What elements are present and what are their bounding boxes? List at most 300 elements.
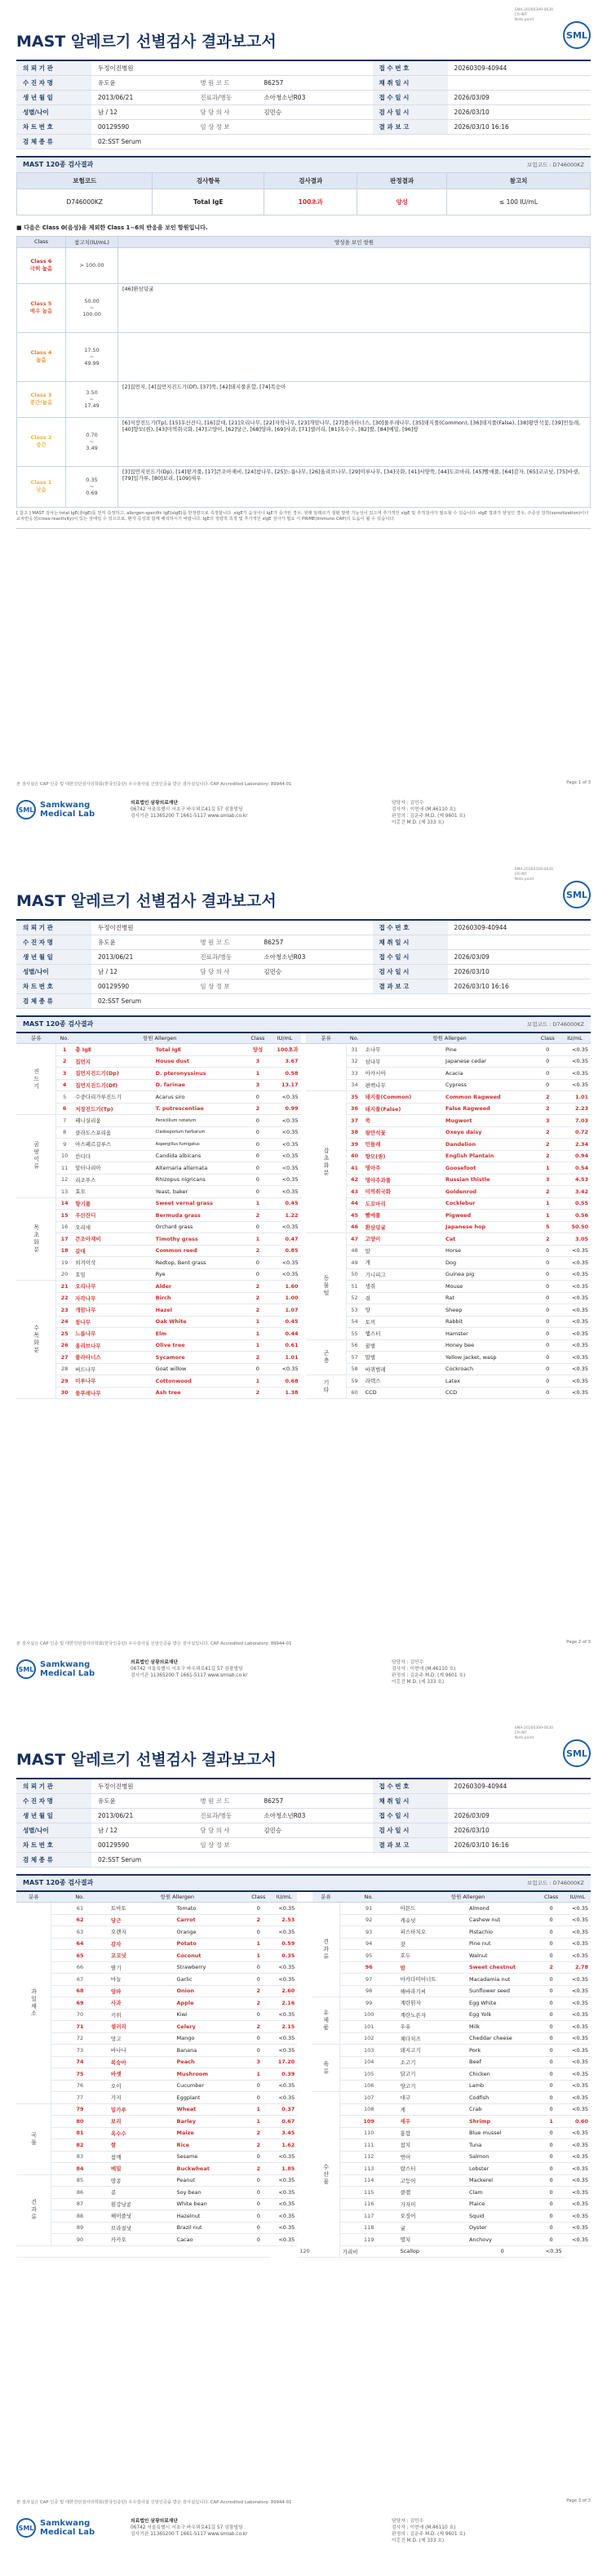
info-cell: 검 사 일 시 <box>373 964 448 979</box>
summary-cell: D746000KZ <box>17 189 153 215</box>
allergen-value: <0.35 <box>559 1281 591 1293</box>
lab-name <box>40 1660 95 1678</box>
allergen-no: 75 <box>51 2068 109 2081</box>
allergen-en: Birch <box>153 1292 246 1304</box>
allergen-class: 2 <box>537 1233 559 1246</box>
allergen-value: <0.35 <box>565 2045 591 2057</box>
allergen-group: 잡초화분 <box>306 1091 346 1233</box>
allergen-class: 2 <box>246 1387 268 1399</box>
allergen-en: Acarus siro <box>153 1091 246 1104</box>
info-cell: 남 / 12 <box>91 1823 193 1837</box>
allergen-value: <0.35 <box>559 1268 591 1281</box>
info-cell: 검 사 일 시 <box>373 1823 448 1837</box>
allergen-kr: 연어 <box>398 2151 467 2163</box>
allergen-en: Lobster <box>467 2163 538 2175</box>
allergen-class: 0 <box>537 1387 559 1399</box>
col-value: IU/mL <box>559 1033 591 1044</box>
allergen-no: 51 <box>346 1281 363 1293</box>
allergen-en: Scallop <box>398 2245 467 2258</box>
allergen-no: 106 <box>339 2080 397 2092</box>
col-sep <box>297 1985 312 1997</box>
allergen-kr: 아스페르길루스 <box>73 1139 153 1151</box>
info-cell: 임 상 정 보 <box>193 1837 257 1852</box>
allergen-en <box>109 2245 175 2258</box>
allergen-no: 80 <box>51 2116 109 2128</box>
col-group: 분류 <box>16 1891 51 1903</box>
allergen-class: 1 <box>246 1375 268 1388</box>
info-cell: 00129590 <box>91 979 193 993</box>
allergen-no: 52 <box>346 1292 363 1304</box>
corner-line: SMA-20260309-0630 <box>514 1726 553 1730</box>
col-sep <box>297 2151 312 2163</box>
allergen-en: House dust <box>153 1055 246 1068</box>
result-row <box>16 1186 591 1198</box>
allergen-class: 0 <box>538 2092 564 2104</box>
col-sep <box>301 1126 307 1139</box>
allergen-class: 5 <box>537 1221 559 1233</box>
class-header-cell: 양성을 보인 항원 <box>118 236 591 247</box>
allergen-value: <0.35 <box>565 2103 591 2116</box>
allergen-no: 93 <box>339 1926 397 1939</box>
col-sep <box>301 1197 307 1210</box>
class-name: Class 5 <box>30 300 52 307</box>
allergen-en: Hamster <box>443 1328 536 1340</box>
allergen-class: 1 <box>246 1328 268 1340</box>
signature-line: 이홍건 M.D. (제 333 호) <box>392 2538 445 2543</box>
allergen-kr: 피스타치오 <box>398 1926 467 1939</box>
allergen-en: Clam <box>467 2187 538 2199</box>
allergen-value: <0.35 <box>565 2092 591 2104</box>
info-cell: 접 수 일 시 <box>373 90 448 104</box>
allergen-no: 7 <box>56 1115 73 1127</box>
allergen-en: Mouse <box>443 1281 536 1293</box>
class-allergens: [6]저장진드기(Tp), [15]우산잔디, [16]갈대, [21]오리나무, [22]자작나무, [23]개암나무, [27]플라타너스, [30]물푸레나무, [35]돼지풀(Common), [36]돼지풀(False), [38]왕만석꽃, [39]민들레, [40]향모(퀀), [43]미역취국화, [47]고양이, [62]당근, [68]양파, [69]사과, [71]셀러리, [81]옥수수, [82]쌀, [84]메밀, [96]땅 <box>118 417 591 466</box>
col-no: No. <box>339 1891 397 1903</box>
info-cell: 2026/03/09 <box>448 949 591 964</box>
allergen-en: Russian thistle <box>443 1174 536 1186</box>
corner-line: Note.point <box>514 18 534 22</box>
allergen-kr: 멸치 <box>398 2234 467 2246</box>
allergen-no: 43 <box>346 1186 363 1198</box>
allergen-kr: 고양이 <box>363 1233 443 1246</box>
info-cell: 00129590 <box>91 1837 193 1852</box>
allergen-kr: 토마토 <box>109 1903 175 1915</box>
allergen-no: 30 <box>56 1387 73 1399</box>
allergen-value: 1.62 <box>271 2139 297 2152</box>
allergen-value: <0.35 <box>559 1257 591 1269</box>
col-sep <box>301 1233 307 1246</box>
allergen-class: 3 <box>246 2056 271 2068</box>
result-row <box>16 1197 591 1210</box>
allergen-kr: 리조푸스 <box>73 1174 153 1186</box>
allergen-value: 0.56 <box>559 1210 591 1222</box>
sml-mark: SML <box>16 2518 36 2538</box>
allergen-value: <0.35 <box>269 1268 301 1281</box>
col-sep <box>297 2116 312 2128</box>
allergen-value: 1.22 <box>269 1210 301 1222</box>
allergen-class: 0 <box>538 2174 564 2187</box>
allergen-group <box>306 1044 346 1091</box>
patient-info-table <box>16 1778 591 1868</box>
result-row <box>16 1233 591 1246</box>
allergen-value: <0.35 <box>271 2187 297 2199</box>
allergen-value: <0.35 <box>565 2056 591 2068</box>
result-row <box>16 1079 591 1091</box>
section-header <box>16 156 591 172</box>
allergen-value: <0.35 <box>559 1068 591 1080</box>
allergen-kr: 밤 <box>398 1961 467 1974</box>
allergen-kr: 버드나무 <box>73 1363 153 1375</box>
allergen-no: 105 <box>339 2068 397 2081</box>
allergen-no: 9 <box>56 1139 73 1151</box>
allergen-kr: 땅콩 <box>109 2174 175 2187</box>
allergen-class: 0 <box>537 1281 559 1293</box>
allergen-no: 5 <box>56 1091 73 1104</box>
allergen-kr: 왕만석꽃 <box>363 1126 443 1139</box>
allergen-kr: 사과 <box>109 1997 175 2010</box>
col-group: 분류 <box>16 1033 56 1044</box>
allergen-en: Cashew nut <box>467 1914 538 1926</box>
allergen-kr: 대구 <box>398 2092 467 2104</box>
allergen-group: 곰팡이류 <box>16 1115 56 1198</box>
info-cell: 차 트 번 호 <box>16 979 91 993</box>
allergen-class: 2 <box>246 1304 268 1317</box>
result-row <box>16 1352 591 1364</box>
allergen-en: T. putrescentiae <box>153 1103 246 1115</box>
allergen-kr: 생쥐 <box>363 1281 443 1293</box>
allergen-en: Goldenrod <box>443 1186 536 1198</box>
result-row <box>16 1961 591 1974</box>
allergen-value: <0.35 <box>559 1316 591 1328</box>
allergen-en: Onion <box>175 1985 246 1997</box>
allergen-no: 72 <box>51 2032 109 2045</box>
allergen-value: <0.35 <box>269 1363 301 1375</box>
result-row <box>16 1245 591 1257</box>
corner-line: Note.point <box>514 1736 534 1740</box>
info-cell: 담 당 의 사 <box>193 964 257 979</box>
col-no: No. <box>346 1033 363 1044</box>
class-level <box>17 332 66 381</box>
allergen-value: <0.35 <box>559 1328 591 1340</box>
allergen-class: 0 <box>538 2163 564 2175</box>
allergen-value: 2.34 <box>559 1139 591 1151</box>
accreditation-text: 본 검사실은 CAP 인증 및 대한진단검사의학회(한국인증단) 우수검사실 신임인증을 받은 검사실입니다. CAP Accredited Laboratory: 89944-01 <box>16 1641 292 1646</box>
allergen-no: 6 <box>56 1103 73 1115</box>
allergen-class: 0 <box>246 1363 268 1375</box>
result-row <box>16 2080 591 2092</box>
info-row <box>16 949 591 964</box>
lab-name-line: Medical Lab <box>40 2528 95 2537</box>
info-cell <box>257 119 372 134</box>
result-row <box>16 1938 591 1950</box>
allergen-group: 육류 <box>312 2045 340 2092</box>
allergen-en: Aspergillus fumigatus <box>153 1139 246 1151</box>
allergen-value: 2.60 <box>271 1985 297 1997</box>
lab-address <box>131 2518 375 2538</box>
allergen-no: 85 <box>51 2174 109 2187</box>
allergen-en: Plaice <box>467 2198 538 2210</box>
allergen-class: 0 <box>246 2045 271 2057</box>
allergen-kr: 가자미 <box>398 2198 467 2210</box>
allergen-kr: 올리브나무 <box>73 1339 153 1352</box>
allergen-kr: 게 <box>398 2103 467 2116</box>
allergen-class: 3 <box>246 1079 268 1091</box>
sml-logo: SML <box>563 881 591 908</box>
allergen-kr: 소고기 <box>398 2056 467 2068</box>
allergen-no: 14 <box>56 1197 73 1210</box>
class-sub: 낮음 <box>36 486 47 493</box>
info-cell: 두정이진병원 <box>91 1779 193 1793</box>
allergen-kr: 토끼 <box>363 1316 443 1328</box>
col-sep <box>301 1150 307 1162</box>
result-row <box>16 2151 591 2163</box>
allergen-no: 44 <box>346 1197 363 1210</box>
result-row <box>16 2210 591 2223</box>
lab-name <box>40 2519 95 2537</box>
allergen-class: 0 <box>246 2092 271 2104</box>
class-name: Class 3 <box>30 392 52 398</box>
allergen-kr: 닭고기 <box>398 2068 467 2081</box>
col-sep <box>301 1068 307 1080</box>
info-cell: 2013/06/21 <box>91 1808 193 1823</box>
allergen-no: 66 <box>51 1961 109 1974</box>
summary-header-cell: 판정결과 <box>357 172 447 189</box>
allergen-class: 0 <box>537 1304 559 1317</box>
allergen-class: 2 <box>246 1103 268 1115</box>
allergen-kr: 키위 <box>109 2009 175 2021</box>
allergen-value: 0.94 <box>559 1150 591 1162</box>
info-cell: 의 뢰 기 관 <box>16 60 91 75</box>
allergen-en: Yeast, baker <box>153 1186 246 1198</box>
allergen-kr: 캐슈넛 <box>398 1914 467 1926</box>
allergen-class: 0 <box>538 2032 564 2045</box>
allergen-value: <0.35 <box>565 2210 591 2223</box>
info-cell <box>193 1779 257 1793</box>
class-range: 50.00 ~ 100.00 <box>66 283 118 332</box>
allergen-en: Rye <box>153 1268 246 1281</box>
class-range: > 100.00 <box>66 247 118 283</box>
col-value: IU/mL <box>565 1891 591 1903</box>
allergen-value: <0.35 <box>565 1985 591 1997</box>
allergen-no: 102 <box>339 2032 397 2045</box>
allergen-class: 0 <box>538 2151 564 2163</box>
summary-header-cell: 검사결과 <box>264 172 357 189</box>
allergen-kr: 망고 <box>109 2032 175 2045</box>
allergen-class: 0 <box>537 1363 559 1375</box>
allergen-class: 3 <box>246 1055 268 1068</box>
allergen-no: 107 <box>339 2092 397 2104</box>
allergen-class: 2 <box>246 2127 271 2139</box>
allergen-no: 18 <box>56 1245 73 1257</box>
allergen-no: 111 <box>339 2139 397 2152</box>
class-table <box>16 236 591 508</box>
allergen-class: 0 <box>538 2139 564 2152</box>
allergen-kr: 참깨 <box>109 2151 175 2163</box>
allergen-value: 2.15 <box>271 2021 297 2033</box>
allergen-kr: 계란흰자 <box>398 1997 467 2010</box>
allergen-kr: 민들레 <box>363 1139 443 1151</box>
allergen-no: 100 <box>339 2009 397 2021</box>
allergen-kr: 호밀 <box>73 1268 153 1281</box>
info-cell: 채 취 일 시 <box>373 935 448 949</box>
allergen-class: 2 <box>246 1245 268 1257</box>
corner-line: Note.point <box>514 877 534 882</box>
info-cell: 접 수 번 호 <box>373 60 448 75</box>
allergen-class: 0 <box>538 2103 564 2116</box>
class-header-cell: 참고치(IU/mL) <box>66 236 118 247</box>
class-range: 3.50 ~ 17.49 <box>66 381 118 417</box>
allergen-kr: 외겨이삭 <box>73 1257 153 1269</box>
allergen-no: 15 <box>56 1210 73 1222</box>
class-sub: 높음 <box>36 357 47 363</box>
col-sep <box>297 1974 312 1986</box>
allergen-kr: 헤이즐넛 <box>109 2210 175 2223</box>
info-cell: 유도윤 <box>91 935 193 949</box>
result-row <box>16 2127 591 2139</box>
allergen-kr: 효모 <box>73 1186 153 1198</box>
allergen-kr: 보리 <box>109 2116 175 2128</box>
allergen-en: Brazil nut <box>175 2222 246 2234</box>
summary-cell: 양성 <box>357 189 447 215</box>
info-cell: 접 수 일 시 <box>373 949 448 964</box>
allergen-value: 0.59 <box>271 1938 297 1950</box>
info-cell: 20260309-40944 <box>448 60 591 75</box>
result-row <box>16 1162 591 1175</box>
allergen-no: 57 <box>346 1352 363 1364</box>
allergen-value: 50.50 <box>559 1221 591 1233</box>
allergen-kr: 개암나무 <box>73 1304 153 1317</box>
class-allergens: [3]집먼지진드기(Dp), [14]왕겨풀, [17]큰조아재비, [24]참나무, [25]느릅나무, [26]올리브나무, [29]미루나무, [34]국화, [41]서양쑥, [44]도꼬마리, [45]빨애풀, [64]감자, [65]코코넛, [75]바셋, [79]밀가루, [80]보리, [109]새우 <box>118 466 591 507</box>
allergen-kr <box>51 2245 109 2258</box>
allergen-kr: 라텍스 <box>363 1375 443 1388</box>
info-cell <box>448 1793 591 1808</box>
allergen-kr: 브라질넛 <box>109 2222 175 2234</box>
lab-name-line: Samkwang <box>40 2519 91 2528</box>
allergen-no: 87 <box>51 2198 109 2210</box>
result-row <box>16 2056 591 2068</box>
col-sep <box>297 1926 312 1939</box>
col-allergen: 항원 Allergen <box>73 1033 246 1044</box>
allergen-kr: 집먼지진드기(Dp) <box>73 1068 153 1080</box>
allergen-no: 38 <box>346 1126 363 1139</box>
allergen-value: <0.35 <box>559 1245 591 1257</box>
allergen-en: Codfish <box>467 2092 538 2104</box>
result-table <box>16 1032 591 1400</box>
allergen-class: 0 <box>537 1079 559 1091</box>
allergen-value <box>246 2245 271 2258</box>
allergen-class: 0 <box>246 2210 271 2223</box>
info-row <box>16 1793 591 1808</box>
allergen-class: 0 <box>538 2068 564 2081</box>
allergen-kr: 호두 <box>398 1950 467 1962</box>
allergen-kr: 빨애풀 <box>363 1210 443 1222</box>
allergen-group: 수목화분 <box>16 1281 56 1399</box>
allergen-value: <0.35 <box>565 2163 591 2175</box>
result-row <box>16 2234 591 2246</box>
result-row <box>16 2021 591 2033</box>
allergen-value: <0.35 <box>269 1186 301 1198</box>
allergen-class: 2 <box>246 2021 271 2033</box>
allergen-class: 0 <box>246 2198 271 2210</box>
lab-address <box>131 1659 375 1679</box>
allergen-class: 0 <box>537 1257 559 1269</box>
allergen-class: 0 <box>246 1186 268 1198</box>
contact-line: 검사기관 11365200 T 1661-5117 www.smlab.co.kr <box>131 2532 248 2537</box>
allergen-no: 81 <box>51 2127 109 2139</box>
class-note: ■ 다음은 Class 0(음성)을 제외한 Class 1~6의 반응을 보인 항원입니다. <box>16 224 591 232</box>
allergen-kr: 향기풀 <box>73 1197 153 1210</box>
result-row <box>16 1304 591 1317</box>
info-cell: 진료과/병동 <box>193 949 257 964</box>
allergen-no: 96 <box>339 1961 397 1974</box>
allergen-kr: 저장진드기(Tp) <box>73 1103 153 1115</box>
allergen-en: Oak White <box>153 1316 246 1328</box>
corner-line: CR-INT <box>514 873 527 877</box>
col-no: No. <box>56 1033 73 1044</box>
allergen-en: Lamb <box>467 2080 538 2092</box>
col-value: IU/mL <box>269 1033 301 1044</box>
allergen-no: 24 <box>56 1316 73 1328</box>
allergen-kr: 참치 <box>398 2139 467 2152</box>
result-row <box>16 1387 591 1399</box>
corner-code <box>515 868 553 882</box>
page-footer <box>16 1659 591 1686</box>
allergen-class: 3 <box>537 1115 559 1127</box>
allergen-class: 0 <box>538 2187 564 2199</box>
allergen-group: 동물털 <box>306 1233 346 1340</box>
allergen-class: 0 <box>537 1375 559 1388</box>
allergen-class: 0 <box>538 1974 564 1986</box>
allergen-en: Latex <box>443 1375 536 1388</box>
allergen-value: <0.35 <box>269 1126 301 1139</box>
allergen-kr: 오리나무 <box>73 1281 153 1293</box>
allergen-no: 86 <box>51 2187 109 2199</box>
allergen-kr: 돼지풀(False) <box>363 1103 443 1115</box>
allergen-value: 0.39 <box>271 2068 297 2081</box>
allergen-kr: 환삼덩굴 <box>363 1221 443 1233</box>
col-sep <box>271 2245 297 2258</box>
allergen-value: 0.72 <box>559 1126 591 1139</box>
signature-line: 검사자 : 이현애 (M.46110 호) <box>392 2525 456 2530</box>
allergen-en: Mackerel <box>467 2174 538 2187</box>
corner-code <box>515 8 553 23</box>
allergen-kr: 카카오 <box>109 2234 175 2246</box>
class-row <box>17 247 591 283</box>
class-allergens <box>118 332 591 381</box>
allergen-value: <0.35 <box>271 2151 297 2163</box>
allergen-value: <0.35 <box>565 1914 591 1926</box>
allergen-en: CCD <box>443 1387 536 1399</box>
allergen-en: Cypress <box>443 1079 536 1091</box>
allergen-class: 1 <box>538 2116 564 2128</box>
allergen-class: 0 <box>538 2045 564 2057</box>
info-row <box>16 1779 591 1793</box>
allergen-value: <0.35 <box>271 1926 297 1939</box>
result-row <box>16 1339 591 1352</box>
info-cell: 의 뢰 기 관 <box>16 920 91 935</box>
allergen-en: Oyster <box>467 2222 538 2234</box>
allergen-class: 1 <box>537 1210 559 1222</box>
class-row <box>17 466 591 507</box>
allergen-en: Goosefoot <box>443 1162 536 1175</box>
info-cell: 남 / 12 <box>91 104 193 119</box>
allergen-kr: 미역취국화 <box>363 1186 443 1198</box>
info-row <box>16 1837 591 1852</box>
col-sep <box>301 1268 307 1281</box>
class-row <box>17 417 591 466</box>
col-class: Class <box>538 1891 564 1903</box>
allergen-en: Japanese hop <box>443 1221 536 1233</box>
